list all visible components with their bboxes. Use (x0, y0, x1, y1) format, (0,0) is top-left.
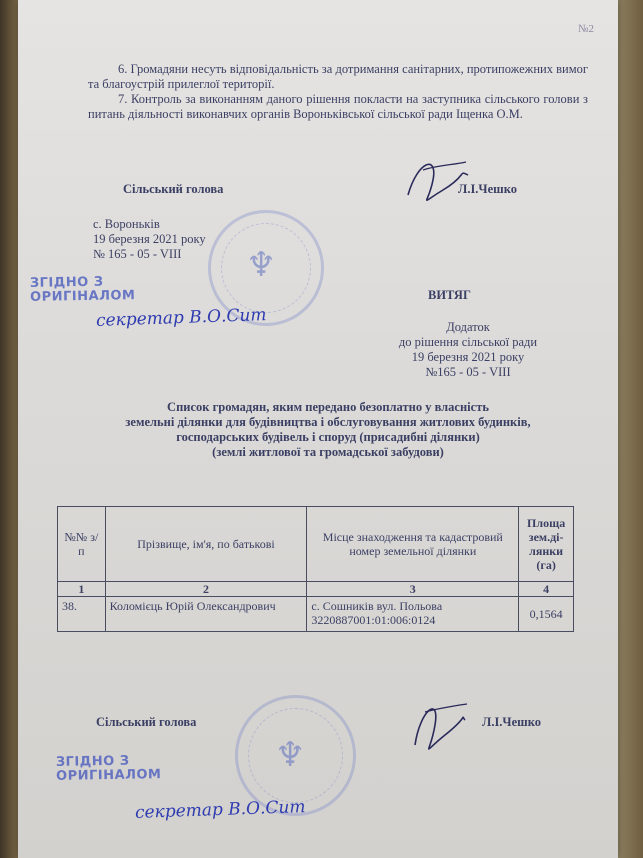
col-number-2: 2 (105, 582, 307, 597)
list-title-line2: земельні ділянки для будівництва і обслуговування житлових будинків, (125, 415, 531, 429)
row-name: Коломієць Юрій Олександрович (105, 597, 307, 632)
approval-stamp-bottom-line2: ОРИГІНАЛОМ (55, 767, 162, 784)
addendum-line1: Додаток (446, 320, 490, 334)
approval-stamp-top (30, 275, 136, 305)
addendum-line4: №165 - 05 - VIII (425, 365, 511, 379)
row-address: с. Сошників вул. Польова (311, 599, 443, 613)
list-title-line4: (землі житлової та громадської забудови) (212, 445, 444, 459)
signature-title-top: Сільський голова (123, 182, 224, 196)
header-name: Прізвище, ім'я, по батькові (105, 507, 307, 582)
approval-stamp-line1: ЗГІДНО З (29, 274, 104, 291)
signature-title-bottom: Сільський голова (96, 715, 197, 729)
paragraph-7: 7. Контроль за виконанням даного рішення покласти на заступника сільського голови з питань діяльності виконавчих органів Вороньківської сільської ради Іщенка О.М. (88, 92, 588, 121)
header-number: №№ з/п (58, 507, 106, 582)
header-area: Площа зем.ді-лянки (га) (519, 507, 574, 582)
decision-number: № 165 - 05 - VIII (93, 247, 182, 261)
extract-heading: ВИТЯГ (428, 288, 471, 302)
place: с. Вороньків (93, 217, 160, 231)
list-title-line1: Список громадян, яким передано безоплатно у власність (167, 400, 489, 414)
row-location (307, 597, 519, 632)
col-number-3: 3 (307, 582, 519, 597)
table-header-row (58, 507, 574, 582)
trident-icon-bottom: ♆ (275, 735, 306, 775)
col-number-4: 4 (519, 582, 574, 597)
addendum-line2: до рішення сільської ради (398, 335, 538, 349)
land-plots-table (57, 506, 574, 632)
row-area: 0,1564 (519, 597, 574, 632)
approval-stamp-line2: ОРИГІНАЛОМ (29, 288, 136, 305)
trident-icon: ♆ (246, 245, 277, 285)
date: 19 березня 2021 року (93, 232, 206, 246)
list-title-line3: господарських будівель і споруд (присадибні ділянки) (176, 430, 480, 444)
handwritten-signature-bottom (405, 690, 475, 760)
approval-stamp-bottom (56, 754, 162, 784)
signature-name-top: Л.І.Чешко (458, 182, 517, 196)
paragraph-6: 6. Громадяни несуть відповідальність за дотримання санітарних, протипожежних вимог та благоустрій прилеглої території. (88, 62, 588, 91)
col-number-1: 1 (58, 582, 106, 597)
handwritten-note-bottom: секретар В.О.Сит (134, 797, 306, 823)
addendum-line3: 19 березня 2021 року (411, 350, 525, 364)
handwritten-signature-top (398, 150, 478, 210)
handwritten-note-top: секретар В.О.Сит (95, 305, 267, 331)
page-number: №2 (578, 23, 594, 35)
header-location: Місце знаходження та кадастровий номер земельної ділянки (307, 507, 519, 582)
signature-name-bottom: Л.І.Чешко (482, 715, 541, 729)
table-column-numbers (58, 582, 574, 597)
row-number: 38. (58, 597, 106, 632)
row-cadastral-number: 3220887001:01:006:0124 (311, 613, 436, 627)
approval-stamp-bottom-line1: ЗГІДНО З (55, 753, 130, 770)
table-row (58, 597, 574, 632)
